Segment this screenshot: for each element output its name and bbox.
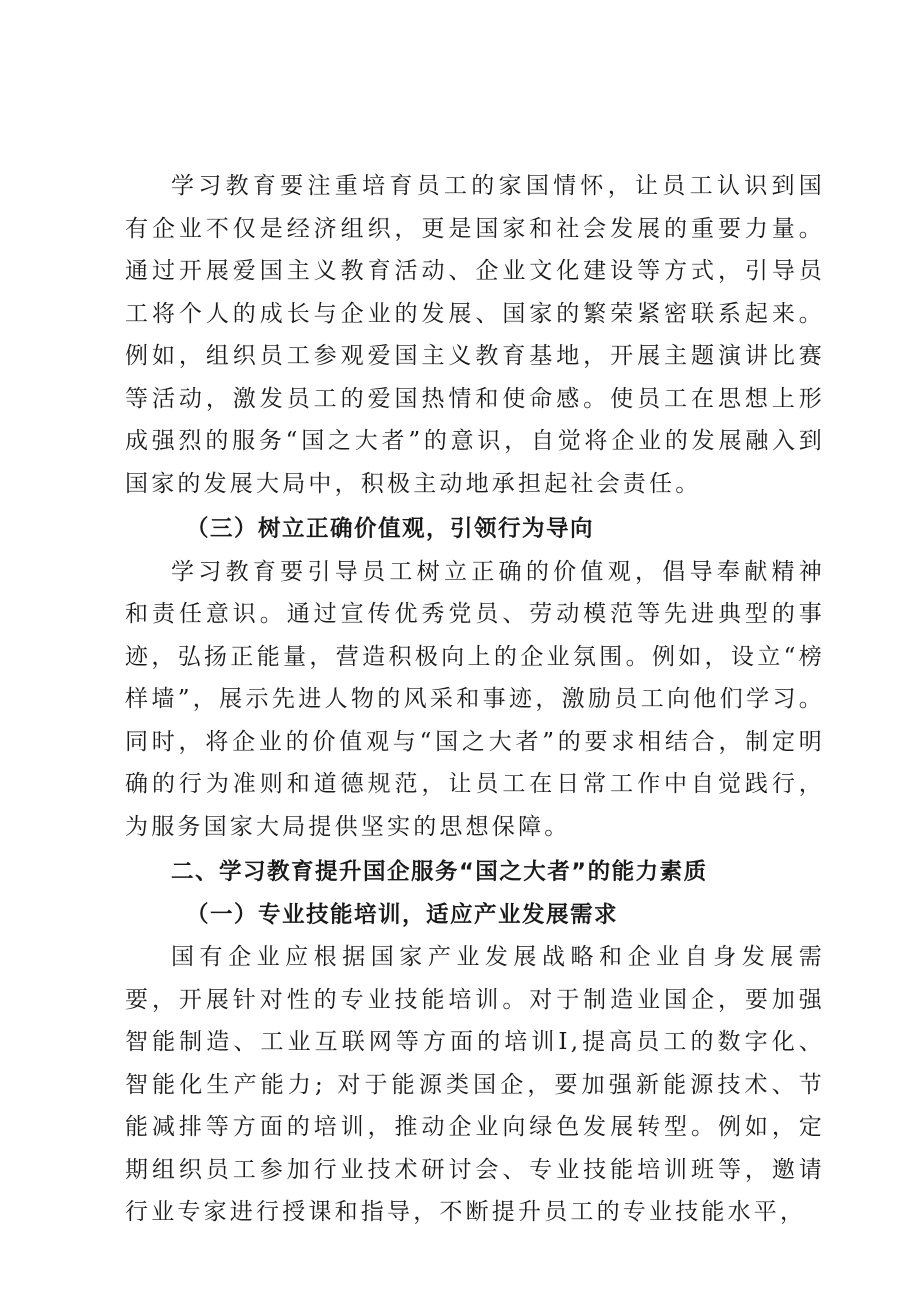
paragraph-patriotism: 学习教育要注重培育员工的家国情怀，让员工认识到国有企业不仅是经济组织，更是国家和社会发展的重要力量。通过开展爱国主义教育活动、企业文化建设等方式，引导员工将个人的成长与企业的发展、国家的繁荣紧密联系起来。例如，组织员工参观爱国主义教育基地，开展主题演讲比赛等活动，激发员工的爱国热情和使命感。使员工在思想上形成强烈的服务“国之大者”的意识，自觉将企业的发展融入到国家的发展大局中，积极主动地承担起社会责任。 [125, 173, 825, 497]
paragraph-skills: 国有企业应根据国家产业发展战略和企业自身发展需要，开展针对性的专业技能培训。对于制造业国企，要加强智能制造、工业互联网等方面的培训I,提高员工的数字化、智能化生产能力; 对于能源类国企，要加强新能源技术、节能减排等方面的培训，推动企业向绿色发展转型。例如，定期组织员工参加行业技术研讨会、专业技能培训班等，邀请行业专家进行授课和指导，不断提升员工的专业技能水平， [125, 944, 825, 1225]
paragraph-values: 学习教育要引导员工树立正确的价值观，倡导奉献精神和责任意识。通过宣传优秀党员、劳动模范等先进典型的事迹，弘扬正能量，营造积极向上的企业氛围。例如，设立“榜样墙”，展示先进人物的风采和事迹，激励员工向他们学习。同时，将企业的价值观与“国之大者”的要求相结合，制定明确的行为准则和道德规范，让员工在日常工作中自觉践行，为服务国家大局提供坚实的思想保障。 [125, 558, 825, 840]
document-body [125, 165, 825, 1234]
section-heading-values: （三）树立正确价值观，引领行为导向 [186, 516, 595, 542]
section-heading-skills: （一）专业技能培训，适应产业发展需求 [186, 901, 619, 928]
chapter-heading-capability: 二、学习教育提升国企服务“国之大者”的能力素质 [171, 859, 708, 885]
